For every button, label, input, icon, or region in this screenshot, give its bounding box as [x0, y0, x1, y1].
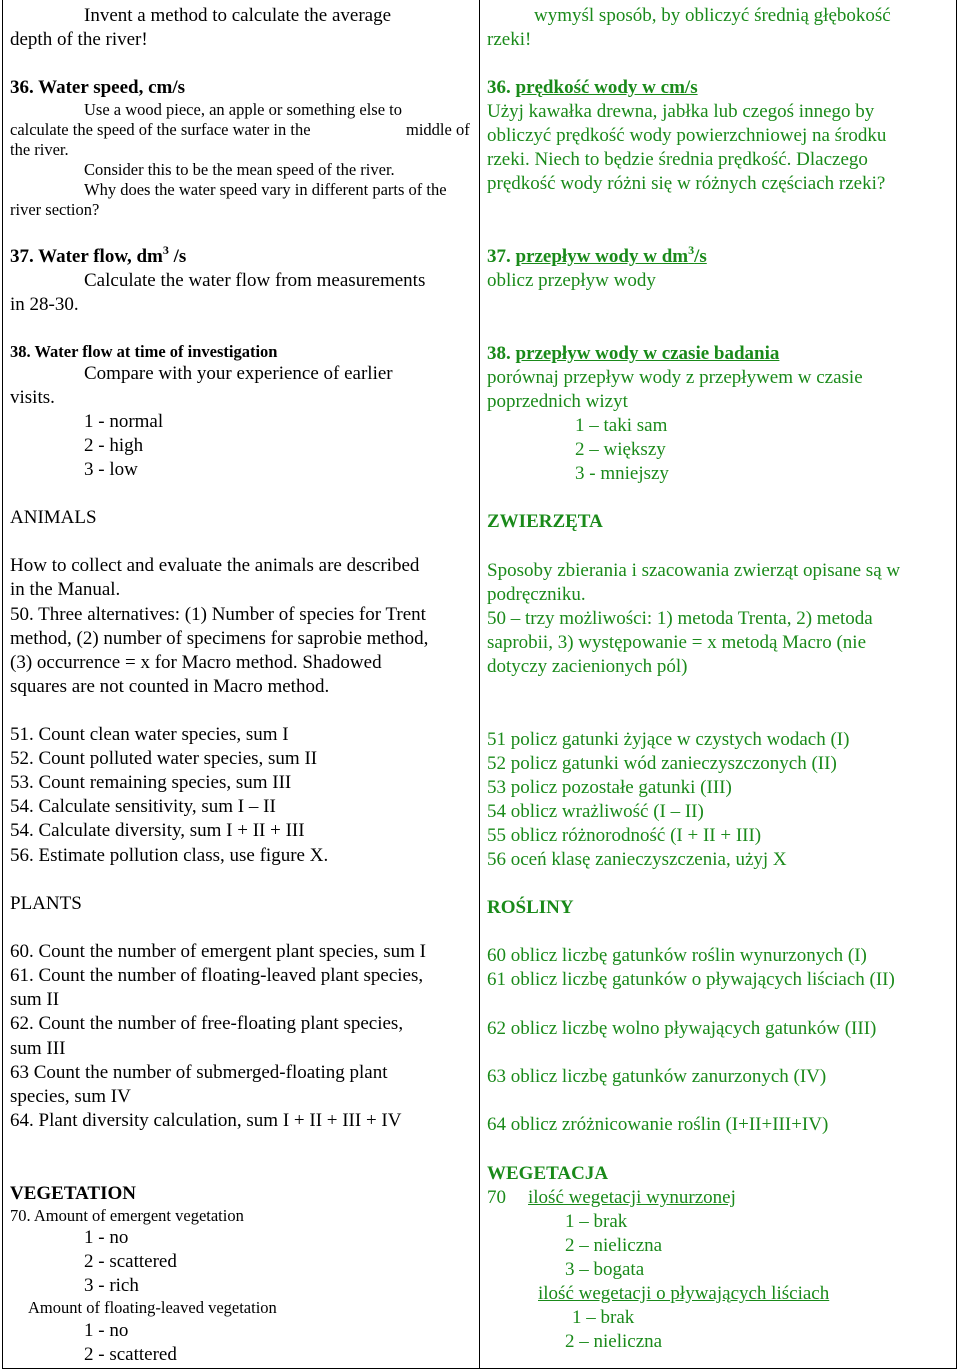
list-item: 61 oblicz liczbę gatunków o pływających liściach (II) [487, 969, 895, 990]
list-item: 54. Calculate sensitivity, sum I – II [10, 796, 276, 817]
list-item: 55 oblicz różnorodność (I + II + III) [487, 825, 762, 846]
animals-text: How to collect and evaluate the animals are described [10, 555, 420, 576]
section-36-text: obliczyć prędkość wody powierzchniowej na środku [487, 125, 887, 146]
section-50-text: saprobii, 3) występowanie = x metodą Macro (nie [487, 632, 866, 653]
section-36-title: 36. prędkość wody w cm/s [487, 77, 698, 98]
section-70-number: 70 [487, 1187, 506, 1208]
list-item: 51. Count clean water species, sum I [10, 724, 289, 745]
list-item: 56. Estimate pollution class, use figure X. [10, 845, 329, 866]
section-38-text: visits. [10, 387, 55, 408]
option-item: 3 - low [84, 459, 138, 480]
intro-line: rzeki! [487, 29, 532, 50]
list-item: sum III [10, 1038, 66, 1059]
option-item: 3 - rich [84, 1275, 139, 1296]
list-item: 63 Count the number of submerged-floating plant [10, 1062, 388, 1083]
section-36-text: calculate the speed of the surface water in the [10, 120, 311, 139]
section-50-text: 50. Three alternatives: (1) Number of species for Trent [10, 604, 426, 625]
plants-heading: ROŚLINY [487, 897, 574, 918]
option-item: 1 - normal [84, 411, 164, 432]
section-70-title: 70. Amount of emergent vegetation [10, 1206, 244, 1225]
animals-text: podręczniku. [487, 584, 586, 605]
option-item: 1 – taki sam [575, 415, 668, 436]
option-item: 1 - no [84, 1227, 129, 1248]
list-item: 62 oblicz liczbę wolno pływających gatunków (III) [487, 1018, 877, 1039]
list-item: 53. Count remaining species, sum III [10, 772, 292, 793]
list-item: 63 oblicz liczbę gatunków zanurzonych (IV) [487, 1066, 827, 1087]
section-50-text: method, (2) number of specimens for saprobie method, [10, 628, 429, 649]
intro-line: wymyśl sposób, by obliczyć średnią głębokość [534, 5, 891, 26]
section-70-title: ilość wegetacji wynurzonej [528, 1187, 736, 1208]
option-item: 2 - scattered [84, 1344, 177, 1365]
option-item: 3 – bogata [565, 1259, 645, 1280]
option-item: 2 - scattered [84, 1251, 177, 1272]
floating-vegetation-title: Amount of floating-leaved vegetation [28, 1298, 277, 1317]
section-38-text: porównaj przepływ wody z przepływem w czasie [487, 367, 863, 388]
list-item: 52 policz gatunki wód zanieczyszczonych (II) [487, 753, 837, 774]
section-36-text: the river. [10, 140, 69, 159]
vegetation-heading: VEGETATION [10, 1183, 136, 1204]
section-37-text: oblicz przepływ wody [487, 270, 656, 291]
option-item: 1 – brak [565, 1211, 628, 1232]
list-item: 54 oblicz wrażliwość (I – II) [487, 801, 704, 822]
section-36-text: middle of [406, 120, 470, 139]
section-37-title: 37. Water flow, $dm^3$ /s [10, 243, 187, 267]
option-item: 1 - no [84, 1320, 129, 1341]
section-37-text: in 28-30. [10, 294, 79, 315]
section-36-title: 36. Water speed, cm/s [10, 77, 186, 98]
list-item: 62. Count the number of free-floating plant species, [10, 1013, 404, 1034]
section-37-text: Calculate the water flow from measurements [84, 270, 426, 291]
intro-line: Invent a method to calculate the average [84, 5, 392, 26]
option-item: 2 - high [84, 435, 144, 456]
floating-vegetation-title: ilość wegetacji o pływających liściach [538, 1283, 830, 1304]
vegetation-heading: WEGETACJA [487, 1163, 609, 1184]
list-item: 64. Plant diversity calculation, sum I + II + III + IV [10, 1110, 402, 1131]
section-38-text: Compare with your experience of earlier [84, 363, 393, 384]
list-item: 64 oblicz zróżnicowanie roślin (I+II+III+IV) [487, 1114, 829, 1135]
list-item: species, sum IV [10, 1086, 131, 1107]
list-item: 53 policz pozostałe gatunki (III) [487, 777, 732, 798]
animals-text: in the Manual. [10, 579, 121, 600]
intro-line: depth of the river! [10, 29, 148, 50]
section-50-text: 50 – trzy możliwości: 1) metoda Trenta, 2) metoda [487, 608, 873, 629]
option-item: 2 – nieliczna [565, 1331, 663, 1352]
section-38-text: poprzednich wizyt [487, 391, 628, 412]
section-36-text: river section? [10, 200, 100, 219]
option-item: 2 – większy [575, 439, 666, 460]
section-36-text: Why does the water speed vary in different parts of the [84, 180, 447, 199]
option-item: 1 – brak [572, 1307, 635, 1328]
section-38-title: 38. przepływ wody w czasie badania [487, 343, 780, 364]
section-36-text: rzeki. Niech to będzie średnia prędkość. Dlaczego [487, 149, 868, 170]
column-divider [479, 0, 480, 1369]
option-item: 2 – nieliczna [565, 1235, 663, 1256]
list-item: 51 policz gatunki żyjące w czystych wodach (I) [487, 729, 850, 750]
section-50-text: (3) occurrence = x for Macro method. Shadowed [10, 652, 382, 673]
animals-heading: ANIMALS [10, 507, 97, 528]
section-38-title: 38. Water flow at time of investigation [10, 342, 278, 361]
section-37-title: 37. przepływ wody w $dm^3/s$ [487, 243, 707, 267]
list-item: 56 oceń klasę zanieczyszczenia, użyj X [487, 849, 787, 870]
section-36-text: prędkość wody różni się w różnych częściach rzeki? [487, 173, 886, 194]
list-item: 54. Calculate diversity, sum I + II + III [10, 820, 305, 841]
section-36-text: Consider this to be the mean speed of the river. [84, 160, 395, 179]
animals-text: Sposoby zbierania i szacowania zwierząt opisane są w [487, 560, 901, 581]
plants-heading: PLANTS [10, 893, 82, 914]
list-item: 60 oblicz liczbę gatunków roślin wynurzonych (I) [487, 945, 867, 966]
section-36-text: Użyj kawałka drewna, jabłka lub czegoś innego by [487, 101, 875, 122]
list-item: 60. Count the number of emergent plant species, sum I [10, 941, 426, 962]
option-item: 3 - mniejszy [575, 463, 669, 484]
animals-heading: ZWIERZĘTA [487, 511, 603, 532]
list-item: sum II [10, 989, 60, 1010]
section-50-text: squares are not counted in Macro method. [10, 676, 330, 697]
list-item: 52. Count polluted water species, sum II [10, 748, 318, 769]
section-36-text: Use a wood piece, an apple or something else to [84, 100, 402, 119]
list-item: 61. Count the number of floating-leaved plant species, [10, 965, 424, 986]
section-50-text: dotyczy zacienionych pól) [487, 656, 688, 677]
